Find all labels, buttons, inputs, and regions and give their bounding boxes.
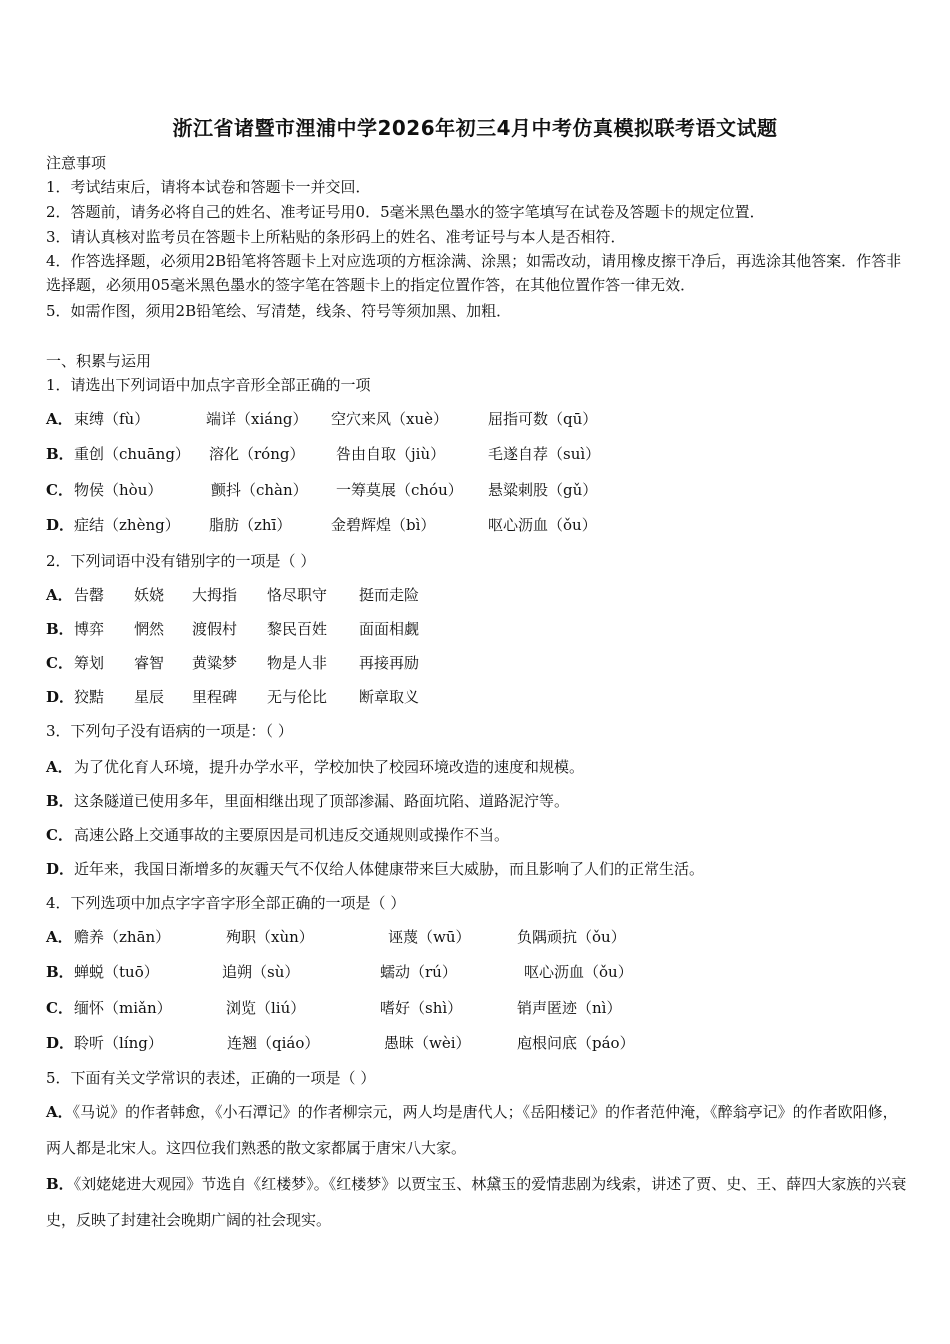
option-item: 症结（zhèng） [74,516,180,534]
option-item: 蠕动（rú） [380,963,457,981]
option-text: 为了优化育人环境，提升办学水平，学校加快了校园环境改造的速度和规模。 [74,758,585,776]
q3-option-b [46,790,569,812]
q3-option-c [46,824,509,846]
q4-option-d [46,1032,635,1054]
option-item: 悬粱刺股（gǔ） [488,481,598,499]
option-item: 黄粱梦 [192,654,238,672]
option-item: 空穴来风（xuè） [331,410,448,428]
option-label: A． [46,758,73,776]
option-label: C． [46,481,73,499]
option-item: 挺而走险 [359,586,420,604]
option-item: 诬蔑（wū） [388,928,471,946]
option-item: 脂肪（zhī） [209,516,292,534]
option-item: 负隅顽抗（ǒu） [517,928,626,946]
option-item: 端详（xiáng） [206,410,308,428]
option-item: 屈指可数（qū） [488,410,598,428]
option-text: 《刘姥姥进大观园》节选自《红楼梦》。《红楼梦》以贾宝玉、林黛玉的爱情悲剧为线索，讲述了贾、史、王、薛四大家族的兴衰史，反映了封建社会晚期广阔的社会现实。 [46,1175,907,1229]
notice-heading: 注意事项 [46,154,107,172]
q5-option-b [46,1166,908,1238]
q1-option-b [46,443,601,465]
option-item: 睿智 [134,654,165,672]
option-label: A． [46,1103,73,1121]
option-item: 聆听（líng） [74,1034,163,1052]
option-label: B． [46,963,74,981]
option-item: 缅怀（miǎn） [74,999,172,1017]
option-label: C． [46,826,73,844]
option-label: D． [46,516,75,534]
option-item: 溶化（róng） [209,445,305,463]
exam-title: 浙江省诸暨市浬浦中学2026年初三4月中考仿真模拟联考语文试题 [172,116,778,140]
option-item: 博弈 [74,620,105,638]
option-text: 这条隧道已使用多年，里面相继出现了顶部渗漏、路面坑陷、道路泥泞等。 [74,792,570,810]
notice-item-4: 4．作答选择题，必须用2B铅笔将答题卡上对应选项的方框涂满、涂黑；如需改动，请用橡皮擦干净后，再选涂其他答案．作答非选择题，必须用05毫米黑色墨水的签字笔在答题卡上的指定位置作答，在其他位置作答一律无效． [46,252,902,294]
q1-option-d [46,514,597,536]
option-item: 金碧辉煌（bì） [331,516,436,534]
option-item: 无与伦比 [267,688,328,706]
notice-item-3: 3．请认真核对监考员在答题卡上所粘贴的条形码上的姓名、准考证号与本人是否相符． [46,228,626,246]
option-item: 束缚（fù） [74,410,150,428]
option-item: 里程碑 [192,688,238,706]
option-item: 惘然 [134,620,165,638]
option-label: D． [46,688,75,706]
option-item: 毛遂自荐（suì） [488,445,601,463]
option-label: C． [46,999,73,1017]
question-1-stem: 1．请选出下列词语中加点字音形全部正确的一项 [46,376,371,394]
option-item: 断章取义 [359,688,420,706]
option-item: 咎由自取（jiù） [336,445,446,463]
q2-option-a [46,584,420,606]
option-label: D． [46,860,75,878]
option-item: 重创（chuāng） [74,445,190,463]
question-5-stem: 5．下面有关文学常识的表述，正确的一项是（ ） [46,1069,376,1087]
option-item: 愚昧（wèi） [384,1034,471,1052]
option-label: A． [46,586,73,604]
section-heading: 一、积累与运用 [46,352,152,370]
q1-option-a [46,408,598,430]
option-label: B． [46,792,74,810]
option-item: 物侯（hòu） [74,481,163,499]
option-item: 大拇指 [192,586,238,604]
option-label: A． [46,410,73,428]
q4-option-b [46,961,633,983]
option-item: 一筹莫展（chóu） [336,481,463,499]
question-3-stem: 3．下列句子没有语病的一项是：（ ） [46,722,293,740]
option-item: 黎民百姓 [267,620,328,638]
option-item: 再接再励 [359,654,420,672]
option-item: 殉职（xùn） [226,928,314,946]
option-item: 颤抖（chàn） [211,481,308,499]
option-item: 呕心沥血（ǒu） [488,516,597,534]
option-label: B． [46,620,74,638]
option-item: 嗜好（shì） [380,999,463,1017]
option-item: 连翘（qiáo） [227,1034,320,1052]
option-item: 追朔（sù） [222,963,300,981]
option-item: 告罄 [74,586,105,604]
option-label: B． [46,445,74,463]
q2-option-b [46,618,420,640]
option-item: 蝉蜕（tuō） [74,963,159,981]
option-item: 筹划 [74,654,105,672]
q4-option-a [46,926,626,948]
option-item: 呕心沥血（ǒu） [524,963,633,981]
option-label: A． [46,928,73,946]
option-text: 《马说》的作者韩愈，《小石潭记》的作者柳宗元，两人均是唐代人；《岳阳楼记》的作者范仲淹，《醉翁亭记》的作者欧阳修，两人都是北宋人。这四位我们熟悉的散文家都属于唐宋八大家。 [46,1103,898,1157]
option-label: C． [46,654,73,672]
option-label: B． [46,1175,74,1193]
option-item: 销声匿迹（nì） [517,999,622,1017]
option-text: 近年来，我国日渐增多的灰霾天气不仅给人体健康带来巨大威胁，而且影响了人们的正常生活。 [74,860,705,878]
q1-option-c [46,479,598,501]
option-item: 渡假村 [192,620,238,638]
question-2-stem: 2．下列词语中没有错别字的一项是（ ） [46,552,316,570]
q4-option-c [46,997,622,1019]
option-item: 星辰 [134,688,165,706]
q5-option-a [46,1094,908,1166]
notice-item-5: 5．如需作图，须用2B铅笔绘、写清楚，线条、符号等须加黑、加粗． [46,302,512,320]
option-item: 赡养（zhān） [74,928,171,946]
option-item: 妖娆 [134,586,165,604]
option-item: 庖根问底（páo） [517,1034,635,1052]
option-item: 狡黠 [74,688,105,706]
q3-option-d [46,858,704,880]
q2-option-c [46,652,420,674]
q2-option-d [46,686,420,708]
option-item: 浏览（liú） [226,999,306,1017]
option-item: 面面相觑 [359,620,420,638]
option-label: D． [46,1034,75,1052]
question-4-stem: 4．下列选项中加点字字音字形全部正确的一项是（ ） [46,894,406,912]
q3-option-a [46,756,584,778]
option-text: 高速公路上交通事故的主要原因是司机违反交通规则或操作不当。 [74,826,510,844]
option-item: 物是人非 [267,654,328,672]
notice-item-1: 1．考试结束后，请将本试卷和答题卡一并交回． [46,178,371,196]
notice-item-2: 2．答题前，请务必将自己的姓名、准考证号用0．5毫米黑色墨水的签字笔填写在试卷及答题卡的规定位置． [46,203,765,221]
option-item: 恪尽职守 [267,586,328,604]
